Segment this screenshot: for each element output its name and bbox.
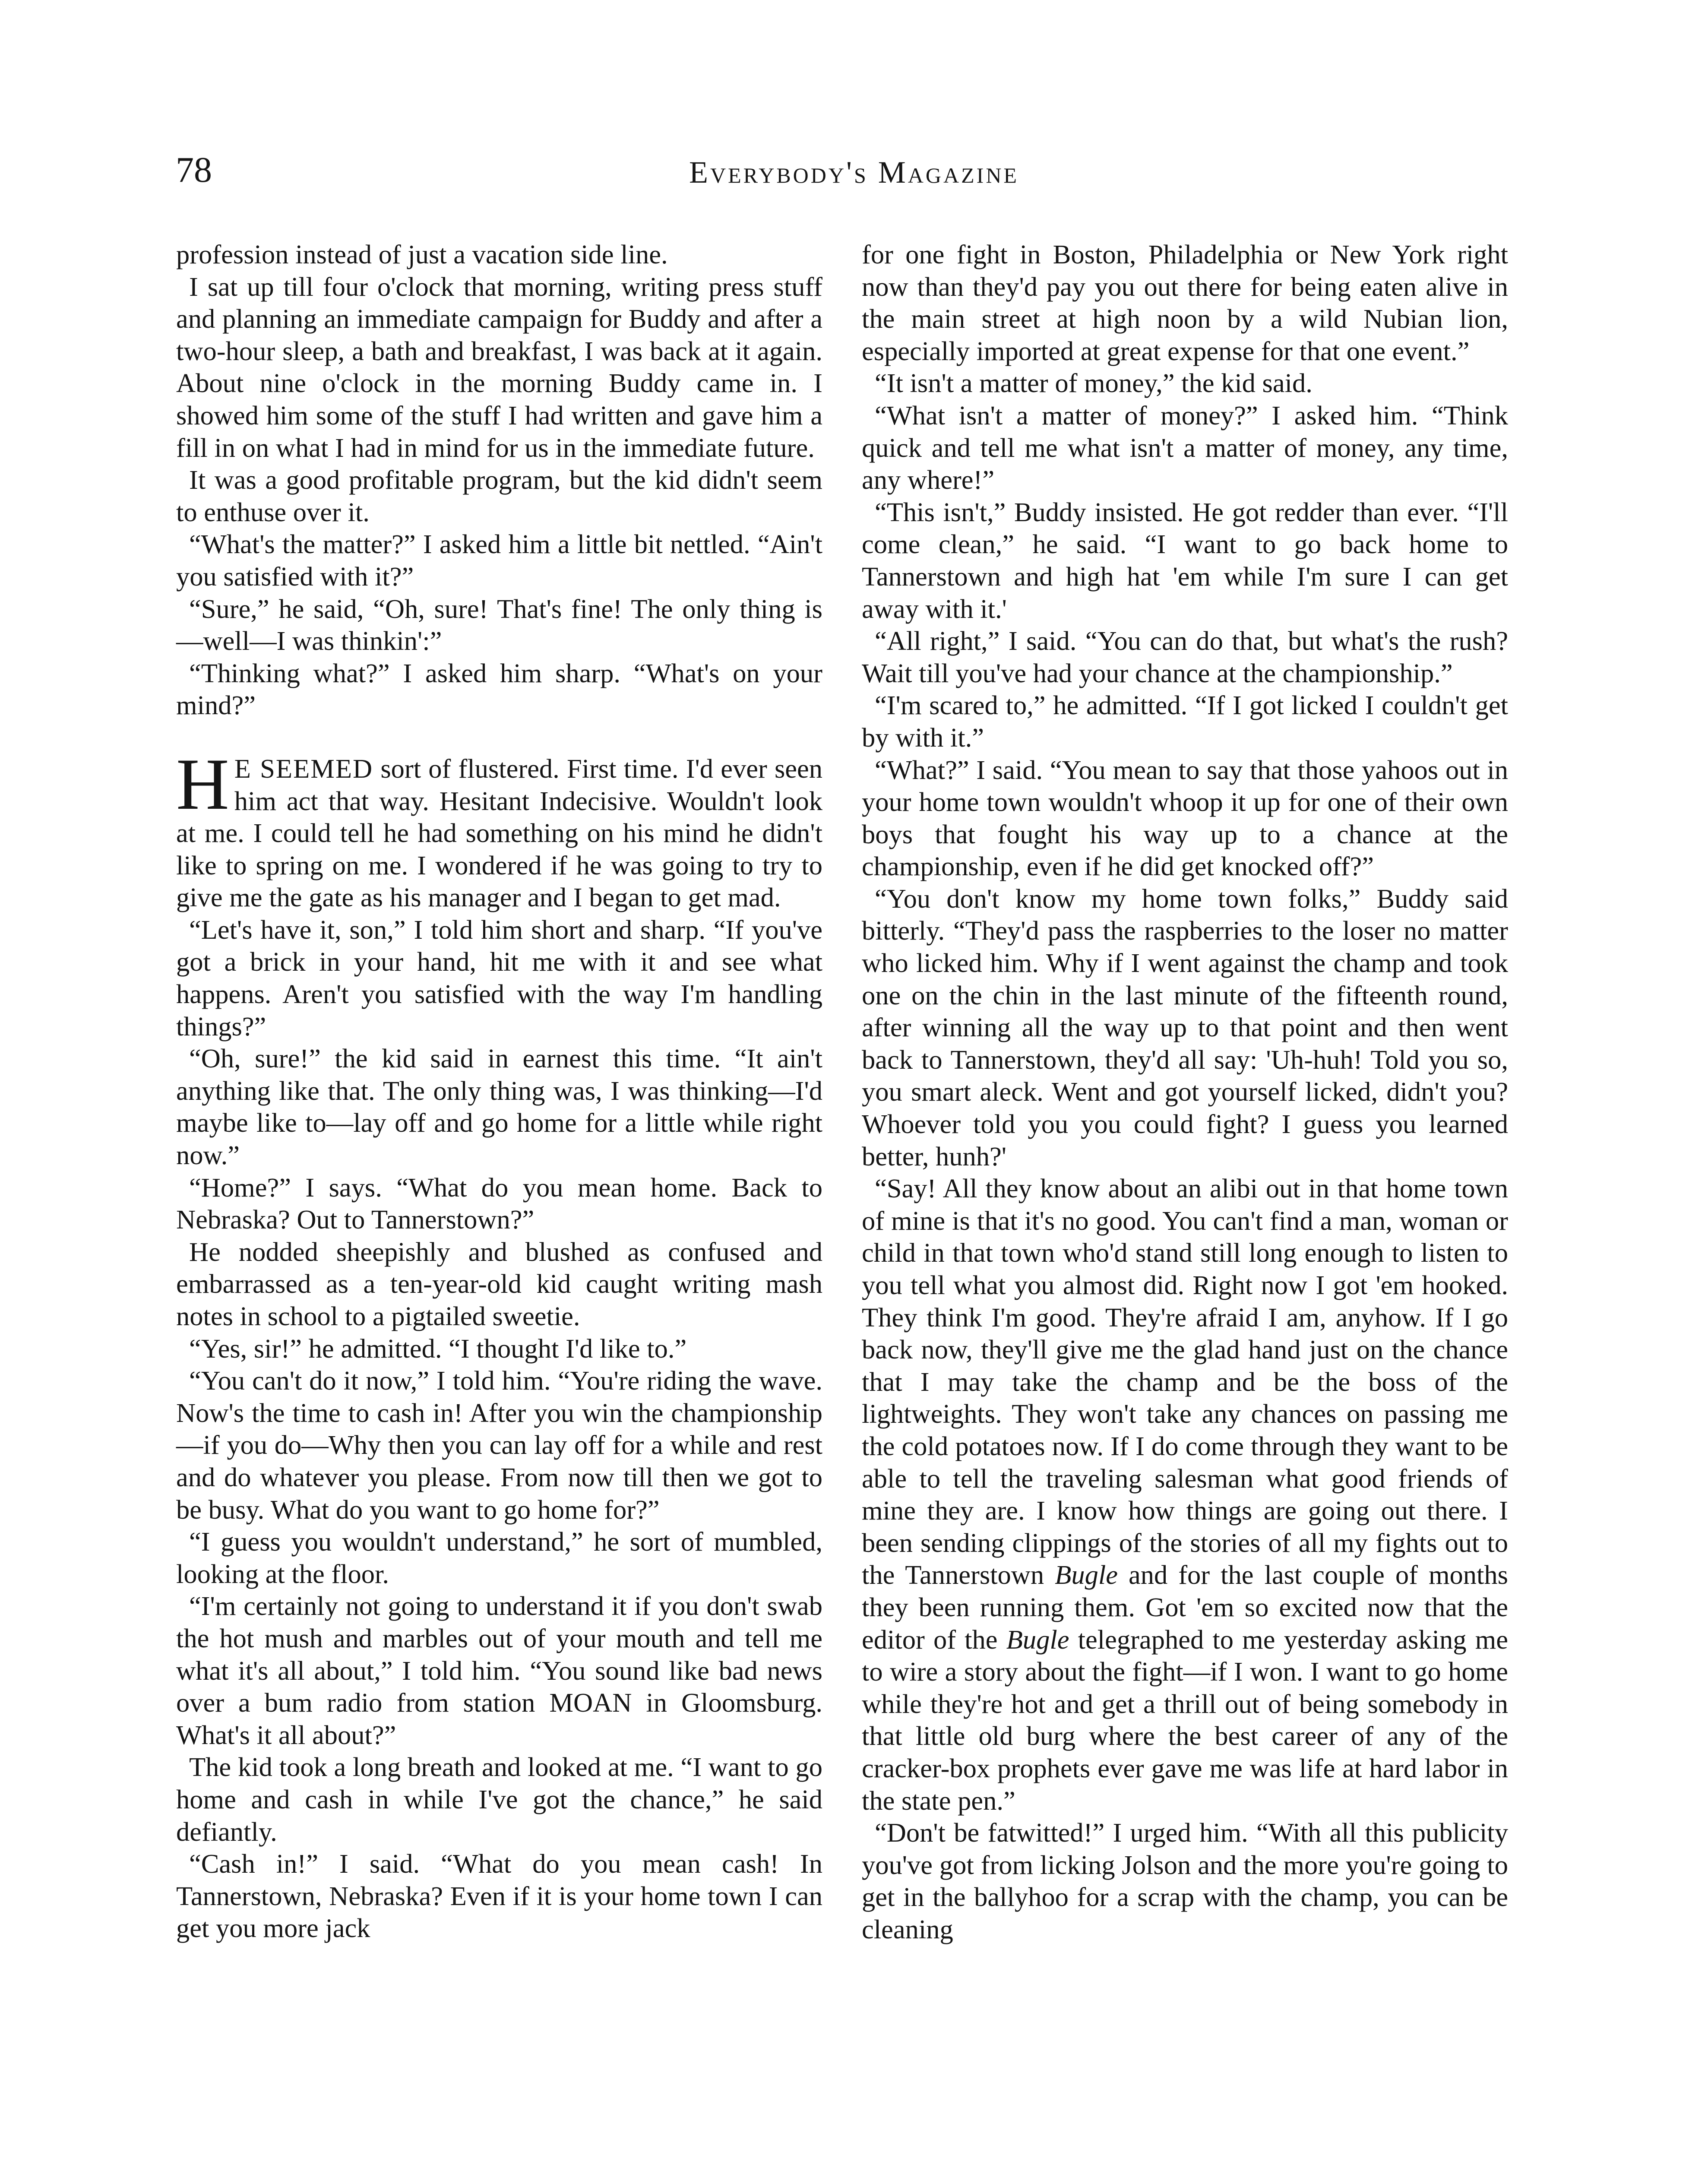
paragraph: “What's the matter?” I asked him a little bit nettled. “Ain't you satisfied with it?”	[176, 529, 822, 592]
paragraph-text: telegraphed to me yesterday asking me to wire a story about the fight—if I won. I want to go home while they're hot and get a thrill out of being somebody in that little old burg where the best career of any of the cracker-box prophets ever gave me was life at hard labor in the state pen.”	[862, 1624, 1509, 1816]
paragraph: “It isn't a matter of money,” the kid said.	[875, 368, 1313, 399]
section-opening-paragraph	[176, 743, 822, 914]
paragraph: “Thinking what?” I asked him sharp. “What's on your mind?”	[176, 658, 822, 721]
paragraph: “I'm scared to,” he admitted. “If I got licked I couldn't get by with it.”	[862, 690, 1508, 753]
lead-in-caps: E SEEMED	[234, 753, 373, 784]
paragraph: “What?” I said. “You mean to say that those yahoos out in your home town wouldn't whoop it up for one of their own boys that fought his way up to a chance at the championship, even if he did get knocked off?”	[862, 754, 1508, 882]
newspaper-title: Bugle	[1006, 1624, 1069, 1655]
paragraph: He nodded sheepishly and blushed as confused and embarrassed as a ten-year-old kid caught writing mash notes in school to a pigtailed sweetie.	[176, 1236, 822, 1331]
paragraph: “Yes, sir!” he admitted. “I thought I'd like to.”	[189, 1333, 687, 1364]
paragraph: “Home?” I says. “What do you mean home. Back to Nebraska? Out to Tannerstown?”	[176, 1172, 822, 1235]
paragraph: “Let's have it, son,” I told him short and sharp. “If you've got a brick in your hand, hit me with it and see what happens. Aren't you satisfied with the way I'm handling things?”	[176, 914, 822, 1042]
paragraph: “What isn't a matter of money?” I asked him. “Think quick and tell me what isn't a matter of money, any time, any where!”	[862, 400, 1508, 495]
paragraph: “You can't do it now,” I told him. “You're riding the wave. Now's the time to cash in! After you win the championship—if you do—Why then you can lay off for a while and rest and do whatever you please. From now till then we got to be busy. What do you want to go home for?”	[176, 1365, 822, 1525]
paragraph-text: and for the last couple of months they been running them. Got 'em so excited now that the editor of the	[862, 1560, 1508, 1655]
paragraph: profession instead of just a vacation side line.	[176, 239, 668, 269]
paragraph-text: “Say! All they know about an alibi out in that home town of mine is that it's no good. You can't find a man, woman or child in that town who'd stand still long enough to listen to you tell what you almost did. Right now I got 'em hooked. They think I'm good. They're afraid I am, anyhow. If I go back now, they'll give me the glad hand just on the chance that I may take the champ and be the boss of the lightweights. They won't take any chances on passing me the cold potatoes now. If I do come through they want to be able to tell the traveling salesman what good friends of mine they are. I know how things are going out there. I been sending clippings of the stories of all my fights out to the Tannerstown	[862, 1173, 1508, 1590]
drop-cap: H	[176, 743, 229, 825]
paragraph-text: sort of flustered. First time. I'd ever seen him act that way. Hesitant Indecisive. Wouldn't look at me. I could tell he had something on his mind he didn't like to spring on me. I wondered if he was going to try to give me the gate as his manager and I began to get mad.	[176, 753, 822, 913]
paragraph: “Oh, sure!” the kid said in earnest this time. “It ain't anything like that. The only thing was, I was thinking—I'd maybe like to—lay off and go home for a little while right now.”	[176, 1043, 822, 1171]
paragraph: “This isn't,” Buddy insisted. He got redder than ever. “I'll come clean,” he said. “I want to go back home to Tannerstown and high hat 'em while I'm sure I can get away with it.'	[862, 497, 1508, 624]
paragraph: “Cash in!” I said. “What do you mean cash! In Tannerstown, Nebraska? Even if it is your home town I can get you more jack	[176, 1849, 822, 1944]
paragraph	[862, 1172, 1508, 1817]
paragraph: It was a good profitable program, but the kid didn't seem to enthuse over it.	[176, 465, 822, 527]
paragraph: “I guess you wouldn't understand,” he sort of mumbled, looking at the floor.	[176, 1526, 822, 1589]
paragraph: The kid took a long breath and looked at me. “I want to go home and cash in while I've got the chance,” he said defiantly.	[176, 1752, 822, 1847]
right-column	[862, 238, 1508, 1945]
page-number: 78	[176, 150, 212, 190]
paragraph: I sat up till four o'clock that morning, writing press stuff and planning an immediate campaign for Buddy and after a two-hour sleep, a bath and breakfast, I was back at it again. About nine o'clock in the morning Buddy came in. I showed him some of the stuff I had written and gave him a fill in on what I had in mind for us in the immediate future.	[176, 271, 822, 463]
paragraph: “Sure,” he said, “Oh, sure! That's fine! The only thing is—well—I was thinkin':”	[176, 593, 822, 656]
running-head: Everybody's Magazine	[689, 155, 1019, 190]
newspaper-title: Bugle	[1055, 1560, 1118, 1590]
paragraph: “I'm certainly not going to understand it if you don't swab the hot mush and marbles out of your mouth and tell me what it's all about,” I told him. “You sound like bad news over a bum radio from station MOAN in Gloomsburg. What's it all about?”	[176, 1591, 822, 1750]
paragraph: “You don't know my home town folks,” Buddy said bitterly. “They'd pass the raspberries to the loser no matter who licked him. Why if I went against the champ and took one on the chin in the last minute of the fifteenth round, after winning all the way up to that point and then went back to Tannerstown, they'd all say: 'Uh-huh! Told you so, you smart aleck. Went and got yourself licked, didn't you? Whoever told you you could fight? I guess you learned better, hunh?'	[862, 883, 1508, 1171]
paragraph: “All right,” I said. “You can do that, but what's the rush? Wait till you've had your chance at the championship.”	[862, 626, 1508, 688]
paragraph: for one fight in Boston, Philadelphia or New York right now than they'd pay you out there for being eaten alive in the main street at high noon by a wild Nubian lion, especially imported at great expense for that one event.”	[862, 239, 1508, 366]
paragraph: “Don't be fatwitted!” I urged him. “With all this publicity you've got from licking Jolson and the more you're going to get in the ballyhoo for a scrap with the champ, you can be cleaning	[862, 1817, 1508, 1944]
left-column	[176, 238, 822, 1944]
